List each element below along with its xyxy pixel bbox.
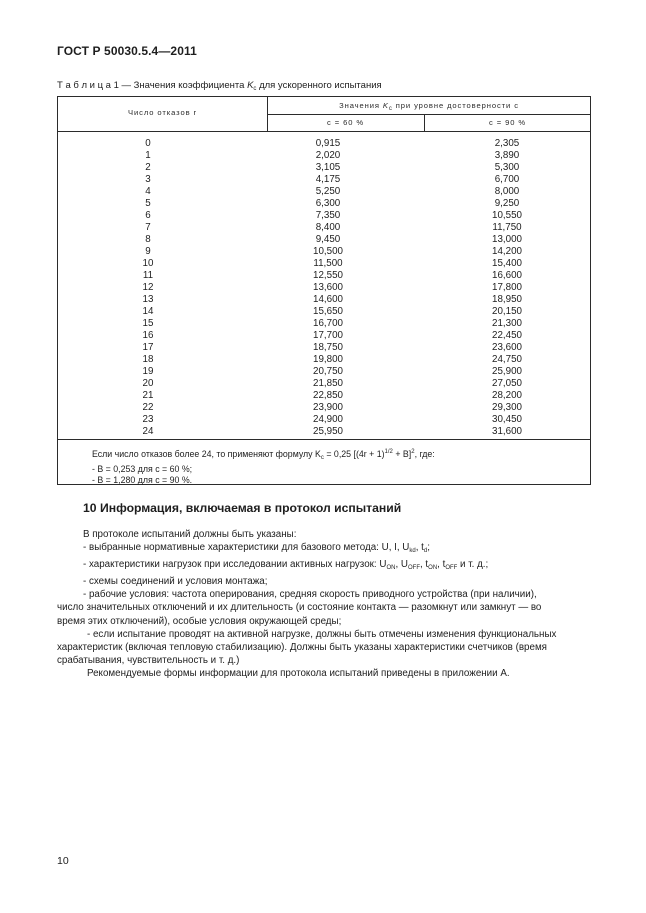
caption-var: K [247, 80, 254, 91]
footnote-formula [92, 447, 435, 464]
table-cell-c60: 8,400 [315, 222, 341, 233]
table-cell-failures: 12 [142, 282, 154, 293]
header-c60: c = 60 % [327, 118, 364, 127]
table-cell-c60: 22,850 [313, 390, 343, 401]
hline-body-bottom [58, 439, 590, 440]
table-cell-c90: 17,800 [492, 282, 522, 293]
list-item-methods [83, 541, 593, 558]
table-cell-failures: 17 [142, 342, 154, 353]
table-cell-c90: 24,750 [492, 354, 522, 365]
caption-rest-2: для ускоренного испытания [259, 80, 382, 91]
table-cell-failures: 6 [145, 210, 151, 221]
list-item-active-l3: срабатывания, чувствительность и т. д.) [57, 654, 240, 666]
document-code: ГОСТ Р 50030.5.4—2011 [57, 44, 197, 58]
table-cell-c90: 25,900 [492, 366, 522, 377]
table-caption [57, 80, 382, 92]
table-cell-c90: 14,200 [492, 246, 522, 257]
caption-rest-1: 1 — Значения коэффициента [113, 80, 245, 91]
item2-mid1: , U [395, 559, 408, 571]
table-cell-c60: 16,700 [313, 318, 343, 329]
table-cell-c90: 30,450 [492, 414, 522, 425]
table-cell-c60: 10,500 [313, 246, 343, 257]
table-cell-failures: 22 [142, 402, 154, 413]
group-suffix: при уровне достоверности c [395, 101, 519, 110]
coefficient-table [57, 96, 591, 485]
footnote-formula-part: = 0,25 [(4r + 1) [323, 449, 385, 459]
list-item-connections: - схемы соединений и условия монтажа; [83, 576, 268, 588]
table-cell-c90: 10,550 [492, 210, 522, 221]
table-cell-c60: 19,800 [313, 354, 343, 365]
list-item-loads [83, 558, 593, 575]
table-cell-failures: 19 [142, 366, 154, 377]
table-cell-c60: 3,105 [315, 162, 341, 173]
item2-sub4: OFF [445, 565, 458, 572]
table-cell-failures: 9 [145, 246, 151, 257]
section-body [57, 528, 593, 680]
list-item-conditions-l2: число значительных отключений и их длительность (и состояние контакта — разомкнут или замкнут — во [57, 602, 542, 614]
footnote-sub: c [320, 455, 324, 461]
table-cell-failures: 1 [145, 150, 151, 161]
table-cell-c60: 4,175 [315, 174, 341, 185]
table-cell-failures: 10 [142, 258, 154, 269]
table-cell-failures: 4 [145, 186, 151, 197]
closing-paragraph: Рекомендуемые формы информации для протокола испытаний приведены в приложении А. [87, 667, 510, 679]
table-cell-c90: 11,750 [492, 222, 522, 233]
item1-sub: kd [409, 548, 416, 555]
list-item-conditions-l1: - рабочие условия: частота оперирования, средняя скорость приводного устройства (при наличии), [83, 589, 537, 601]
caption-sub: c [253, 86, 257, 92]
footnote-text: Если число отказов более 24, то применяют формулу K [92, 449, 321, 459]
table-cell-c60: 12,550 [313, 270, 343, 281]
list-item-conditions-l3: время этих отключений), особые условия окружающей среды; [57, 615, 342, 627]
table-cell-c60: 0,915 [315, 138, 341, 149]
table-cell-failures: 13 [142, 294, 154, 305]
footnote-b60: - B = 0,253 для c = 60 %; [92, 464, 193, 474]
table-cell-failures: 5 [145, 198, 151, 209]
table-cell-c90: 23,600 [492, 342, 522, 353]
item2-sub1: ON [386, 565, 396, 572]
table-cell-c60: 7,350 [315, 210, 341, 221]
item1-end: ; [427, 542, 430, 554]
table-cell-c90: 9,250 [494, 198, 520, 209]
table-cell-failures: 23 [142, 414, 154, 425]
footnote-b90: - B = 1,280 для c = 90 %. [92, 475, 193, 485]
hline-header-bottom [58, 131, 590, 132]
table-cell-c90: 8,000 [494, 186, 520, 197]
caption-prefix: Т а б л и ц а [57, 80, 111, 91]
item1-mid: , t [415, 542, 424, 554]
item2-sub2: OFF [407, 565, 420, 572]
table-cell-c60: 14,600 [313, 294, 343, 305]
table-cell-c60: 9,450 [315, 234, 341, 245]
table-cell-c60: 17,700 [313, 330, 343, 341]
group-sub: c [388, 106, 393, 112]
table-cell-c90: 15,400 [492, 258, 522, 269]
column-c90 [467, 138, 547, 438]
section-title: 10 Информация, включаемая в протокол испытаний [83, 501, 402, 515]
table-cell-c90: 22,450 [492, 330, 522, 341]
table-cell-c60: 11,500 [313, 258, 343, 269]
table-cell-c90: 13,000 [492, 234, 522, 245]
table-cell-failures: 8 [145, 234, 151, 245]
table-cell-failures: 2 [145, 162, 151, 173]
item2-mid3: , t [437, 559, 446, 571]
table-cell-failures: 11 [142, 270, 154, 281]
footnote-sup1: 1/2 [384, 449, 393, 455]
list-item-active-l1: - если испытание проводят на активной нагрузке, должны быть отмечены изменения функциональных [87, 628, 557, 640]
item2-text: - характеристики нагрузок при исследовании активных нагрузок: U [83, 559, 387, 571]
table-cell-c90: 29,300 [492, 402, 522, 413]
table-cell-c60: 25,950 [313, 426, 343, 437]
table-cell-c60: 23,900 [313, 402, 343, 413]
table-cell-failures: 16 [142, 330, 154, 341]
group-prefix: Значения [339, 101, 380, 110]
table-cell-c60: 24,900 [313, 414, 343, 425]
item2-end: и т. д.; [457, 559, 489, 571]
table-cell-failures: 3 [145, 174, 151, 185]
table-cell-failures: 14 [142, 306, 154, 317]
table-cell-c90: 18,950 [492, 294, 522, 305]
table-cell-c90: 31,600 [492, 426, 522, 437]
table-cell-c90: 28,200 [492, 390, 522, 401]
table-cell-failures: 15 [142, 318, 154, 329]
table-cell-failures: 18 [142, 354, 154, 365]
table-cell-c90: 2,305 [494, 138, 520, 149]
section-intro: В протоколе испытаний должны быть указаны: [83, 529, 297, 540]
table-cell-c90: 6,700 [494, 174, 520, 185]
table-cell-c60: 2,020 [315, 150, 341, 161]
table-cell-failures: 20 [142, 378, 154, 389]
list-item-active-l2: характеристик (включая тепловую стабилизацию). Должны быть указаны характеристики счетчиков (время [57, 641, 547, 653]
header-c90: c = 90 % [489, 118, 526, 127]
item1-sub2: d [423, 548, 428, 555]
table-footnote [92, 447, 435, 486]
column-failures [108, 138, 188, 438]
table-cell-c60: 6,300 [315, 198, 341, 209]
table-cell-c90: 20,150 [492, 306, 522, 317]
item2-sub3: ON [428, 565, 438, 572]
group-var: K [382, 101, 389, 110]
table-cell-failures: 21 [142, 390, 154, 401]
page-number: 10 [57, 855, 69, 867]
table-cell-failures: 24 [142, 426, 154, 437]
table-cell-failures: 0 [145, 138, 151, 149]
item2-mid2: , t [419, 559, 429, 571]
footnote-sup2: 2 [411, 449, 415, 455]
table-cell-c60: 21,850 [313, 378, 343, 389]
table-cell-c90: 21,300 [492, 318, 522, 329]
table-cell-c60: 13,600 [313, 282, 343, 293]
table-cell-c60: 15,650 [313, 306, 343, 317]
hline-subheader [267, 114, 591, 115]
table-cell-c90: 3,890 [494, 150, 520, 161]
table-cell-c60: 20,750 [313, 366, 343, 377]
header-group [267, 101, 591, 112]
footnote-end: , где: [414, 449, 435, 459]
table-cell-failures: 7 [145, 222, 151, 233]
header-failures: Число отказов r [128, 108, 197, 117]
footnote-formula-part2: + B] [392, 449, 412, 459]
table-cell-c60: 18,750 [313, 342, 343, 353]
item1-text: - выбранные нормативные характеристики для базового метода: U, I, U [83, 542, 410, 554]
table-cell-c90: 16,600 [492, 270, 522, 281]
column-c60 [288, 138, 368, 438]
table-cell-c90: 27,050 [492, 378, 522, 389]
table-cell-c90: 5,300 [494, 162, 520, 173]
table-cell-c60: 5,250 [315, 186, 341, 197]
